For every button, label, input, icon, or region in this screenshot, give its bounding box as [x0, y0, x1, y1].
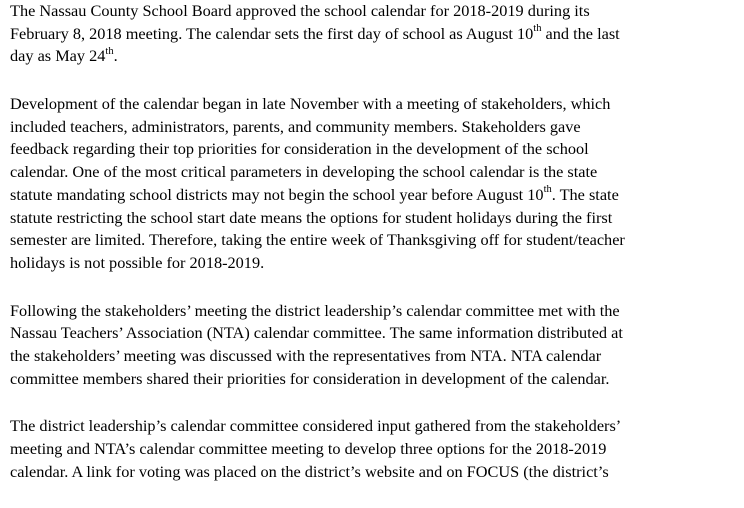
- text-line: February 8, 2018 meeting. The calendar sets the first day of school as August 10th and the last: [10, 23, 620, 43]
- paragraph-3: [10, 300, 738, 391]
- text-line: Following the stakeholders’ meeting the district leadership’s calendar committee met with the: [10, 300, 620, 320]
- text-line: the stakeholders’ meeting was discussed with the representatives from NTA. NTA calendar: [10, 345, 602, 365]
- text-line: calendar. A link for voting was placed on the district’s website and on FOCUS (the district’s: [10, 461, 609, 481]
- paragraph-1: [10, 0, 738, 68]
- superscript: th: [543, 184, 552, 196]
- text-line: holidays is not possible for 2018-2019.: [10, 252, 265, 272]
- superscript: th: [533, 23, 542, 35]
- text-line: included teachers, administrators, parents, and community members. Stakeholders gave: [10, 116, 581, 136]
- text-line: Nassau Teachers’ Association (NTA) calendar committee. The same information distributed at: [10, 323, 623, 343]
- text-line: statute restricting the school start date means the options for student holidays during the first: [10, 207, 613, 227]
- document-page: [10, 0, 738, 508]
- paragraph-4: [10, 415, 738, 483]
- paragraph-2: [10, 93, 738, 275]
- text-line: Development of the calendar began in late November with a meeting of stakeholders, which: [10, 94, 611, 114]
- text-line: statute mandating school districts may not begin the school year before August 10th. The state: [10, 184, 619, 204]
- text-line: committee members shared their priorities for consideration in development of the calendar.: [10, 368, 610, 388]
- text-line: The district leadership’s calendar committee considered input gathered from the stakeholders’: [10, 416, 622, 436]
- text-line: feedback regarding their top priorities for consideration in the development of the school: [10, 139, 589, 159]
- text-line: The Nassau County School Board approved the school calendar for 2018-2019 during its: [10, 1, 590, 20]
- superscript: th: [105, 45, 114, 57]
- text-line: meeting and NTA’s calendar committee meeting to develop three options for the 2018-2019: [10, 439, 607, 458]
- text-line: semester are limited. Therefore, taking the entire week of Thanksgiving off for student/teacher: [10, 230, 625, 250]
- text-line: calendar. One of the most critical parameters in developing the school calendar is the state: [10, 162, 598, 182]
- text-line: day as May 24th.: [10, 45, 118, 66]
